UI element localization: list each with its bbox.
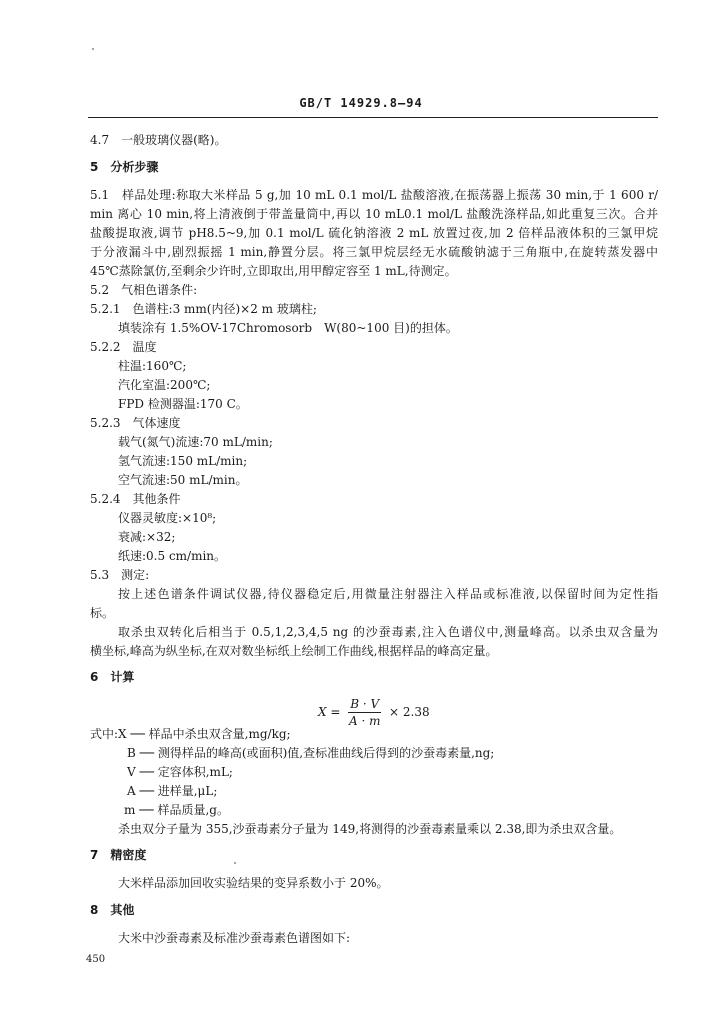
clause-5-2-4: 5.2.4 其他条件	[90, 492, 181, 506]
formula-fraction	[348, 697, 381, 728]
formula-lhs: X =	[318, 705, 341, 719]
attenuation: 衰减:×32;	[118, 530, 176, 544]
air-flow: 空气流速:50 mL/min。	[118, 473, 248, 487]
scan-speck	[234, 862, 236, 864]
where-x: 式中:X ── 样品中杀虫双含量,mg/kg;	[90, 727, 291, 741]
formula-denominator: A · m	[348, 714, 381, 728]
clause-5-2-3: 5.2.3 气体速度	[90, 416, 181, 430]
where-b: B ── 测得样品的峰高(或面积)值,查标准曲线后得到的沙蚕毒素量,ng;	[127, 746, 495, 760]
clause-5-1-line3: 盐酸提取液,调节 pH8.5~9,加 0.1 mol/L 硫化钠溶液 2 mL 放置过夜,加 2 倍样品液体积的三氯甲烷	[90, 226, 658, 240]
section-7-heading: 7 精密度	[90, 848, 147, 862]
where-a: A ── 进样量,μL;	[127, 784, 218, 798]
clause-5-2-1-text: 填装涂有 1.5%OV-17Chromosorb W(80~100 目)的担体。	[118, 321, 458, 335]
standard-header: GB/T 14929.8—94	[299, 96, 423, 110]
precision-text: 大米样品添加回收实验结果的变异系数小于 20%。	[118, 876, 389, 890]
section-6-heading: 6 计算	[90, 670, 135, 684]
clause-5-2-1: 5.2.1 色谱柱:3 mm(内径)×2 m 玻璃柱;	[90, 302, 317, 316]
carrier-gas-flow: 载气(氮气)流速:70 mL/min;	[118, 435, 273, 449]
scan-speck	[92, 48, 94, 50]
section-8-heading: 8 其他	[90, 903, 135, 917]
header-rule	[88, 117, 658, 118]
clause-5-1-line4: 于分液漏斗中,剧烈振摇 1 min,静置分层。将三氯甲烷层经无水硫酸钠滤于三角瓶中,在旋转蒸发器中	[90, 245, 658, 259]
other-text: 大米中沙蚕毒素及标准沙蚕毒素色谱图如下:	[118, 931, 351, 945]
where-v: V ── 定容体积,mL;	[127, 765, 233, 779]
column-temperature: 柱温:160℃;	[118, 359, 187, 373]
clause-5-3-line4: 横坐标,峰高为纵坐标,在双对数坐标纸上绘制工作曲线,根据样品的峰高定量。	[90, 644, 498, 658]
calculation-formula	[318, 697, 430, 728]
clause-5-3: 5.3 测定:	[90, 568, 150, 582]
clause-5-1-line5: 45℃蒸除氯仿,至剩余少许时,立即取出,用甲醇定容至 1 mL,待测定。	[90, 264, 457, 278]
page-number: 450	[86, 954, 106, 965]
instrument-sensitivity: 仪器灵敏度:×10⁸;	[118, 511, 217, 525]
conversion-note: 杀虫双分子量为 355,沙蚕毒素分子量为 149,将测得的沙蚕毒素量乘以 2.38,即为杀虫双含量。	[118, 822, 622, 836]
paper-speed: 纸速:0.5 cm/min。	[118, 549, 227, 563]
clause-5-3-line3: 取杀虫双转化后相当于 0.5,1,2,3,4,5 ng 的沙蚕毒素,注入色谱仪中,测量峰高。以杀虫双含量为	[118, 625, 658, 639]
clause-5-1-line2: min 离心 10 min,将上清液倒于带盖量筒中,再以 10 mL0.1 mol/L 盐酸洗涤样品,如此重复三次。合并	[90, 207, 658, 221]
hydrogen-flow: 氢气流速:150 mL/min;	[118, 454, 248, 468]
formula-numerator: B · V	[350, 697, 380, 711]
clause-5-2-2: 5.2.2 温度	[90, 340, 157, 354]
detector-temperature: FPD 检测器温:170 C。	[118, 397, 248, 411]
section-5-heading: 5 分析步骤	[90, 160, 159, 174]
clause-4-7: 4.7 一般玻璃仪器(略)。	[90, 133, 227, 147]
clause-5-1-line1: 5.1 样品处理:称取大米样品 5 g,加 10 mL 0.1 mol/L 盐酸溶液,在振荡器上振荡 30 min,于 1 600 r/	[90, 188, 658, 202]
formula-factor: × 2.38	[389, 705, 430, 719]
clause-5-3-line1: 按上述色谱条件调试仪器,待仪器稳定后,用微量注射器注入样品或标准液,以保留时间为定性指	[118, 587, 658, 601]
where-m: m ── 样品质量,g。	[124, 803, 229, 817]
clause-5-2: 5.2 气相色谱条件:	[90, 283, 198, 297]
clause-5-3-line2: 标。	[90, 606, 115, 620]
vaporizer-temperature: 汽化室温:200℃;	[118, 378, 211, 392]
